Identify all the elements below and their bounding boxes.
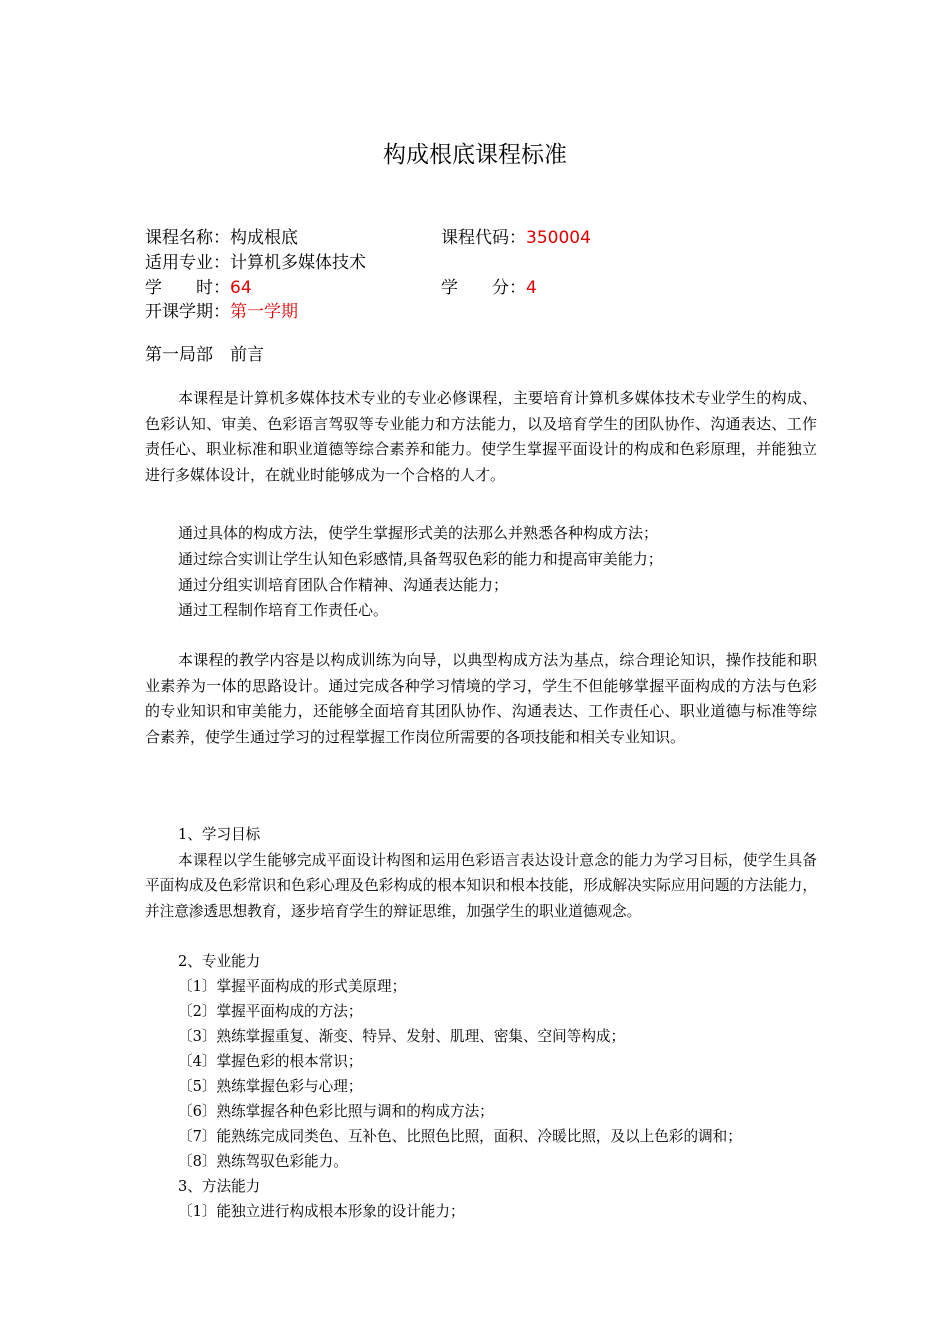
professional-heading: 2、专业能力 [178,953,261,970]
major-value: 计算机多媒体技术 [230,253,366,273]
term-row [145,300,298,325]
section-heading: 第一局部 前言 [145,345,264,365]
professional-item: 〔5〕熟练掌握色彩与心理； [178,1078,363,1095]
credits-value: 4 [526,278,537,298]
goal-item: 通过分组实训培育团队合作精神、沟通表达能力； [178,576,509,594]
page-title: 构成根底课程标准 [383,142,567,168]
hours-row [145,276,252,301]
credits-label: 学 分： [441,278,526,298]
method-heading: 3、方法能力 [178,1178,261,1195]
method-item: 〔1〕能独立进行构成根本形象的设计能力； [178,1203,465,1220]
professional-item: 〔8〕熟练驾驭色彩能力。 [178,1153,348,1170]
professional-item: 〔1〕掌握平面构成的形式美原理； [178,978,407,995]
term-label: 开课学期： [145,302,230,322]
hours-value: 64 [230,278,252,298]
goal-item: 通过具体的构成方法，使学生掌握形式美的法那么并熟悉各种构成方法； [178,524,659,542]
term-value: 第一学期 [230,302,298,322]
professional-item: 〔3〕熟练掌握重复、渐变、特异、发射、肌理、密集、空间等构成； [178,1028,626,1045]
course-code-label: 课程代码： [441,228,526,248]
course-code-row [441,226,591,251]
learning-goal-paragraph: 本课程以学生能够完成平面设计构图和运用色彩语言表达设计意念的能力为学习目标，使学生具备平面构成及色彩常识和色彩心理及色彩构成的根本知识和根本技能，形成解决实际应用问题的方法能力，并注意渗透思想教育，逐步培育学生的辩证思维，加强学生的职业道德观念。 [145,852,817,920]
course-name-label: 课程名称： [145,228,230,248]
learning-goal-heading: 1、学习目标 [178,826,261,843]
hours-label: 学 时： [145,278,230,298]
professional-item: 〔7〕能熟练完成同类色、互补色、比照色比照，面积、冷暖比照，及以上色彩的调和； [178,1128,742,1145]
goal-item: 通过综合实训让学生认知色彩感情,具备驾驭色彩的能力和提高审美能力； [178,550,663,568]
design-paragraph: 本课程的教学内容是以构成训练为向导，以典型构成方法为基点，综合理论知识，操作技能和职业素养为一体的思路设计。通过完成各种学习情境的学习，学生不但能够掌握平面构成的方法与色彩的专业知识和审美能力，还能够全面培育其团队协作、沟通表达、工作责任心、职业道德与标准等综合素养，使学生通过学习的过程掌握工作岗位所需要的各项技能和相关专业知识。 [145,651,817,746]
professional-item: 〔2〕掌握平面构成的方法； [178,1003,363,1020]
course-name-value: 构成根底 [230,228,298,248]
major-row [145,251,366,276]
course-name-row [145,226,298,251]
professional-item: 〔4〕掌握色彩的根本常识； [178,1053,363,1070]
course-code-value: 350004 [526,228,591,248]
goal-item: 通过工程制作培育工作责任心。 [178,601,389,619]
intro-paragraph: 本课程是计算机多媒体技术专业的专业必修课程，主要培育计算机多媒体技术专业学生的构成、色彩认知、审美、色彩语言驾驭等专业能力和方法能力，以及培育学生的团队协作、沟通表达、工作责任心、职业标准和职业道德等综合素养和能力。使学生掌握平面设计的构成和色彩原理，并能独立进行多媒体设计，在就业时能够成为一个合格的人才。 [145,389,817,484]
major-label: 适用专业： [145,253,230,273]
credits-row [441,276,537,301]
professional-item: 〔6〕熟练掌握各种色彩比照与调和的构成方法； [178,1103,494,1120]
